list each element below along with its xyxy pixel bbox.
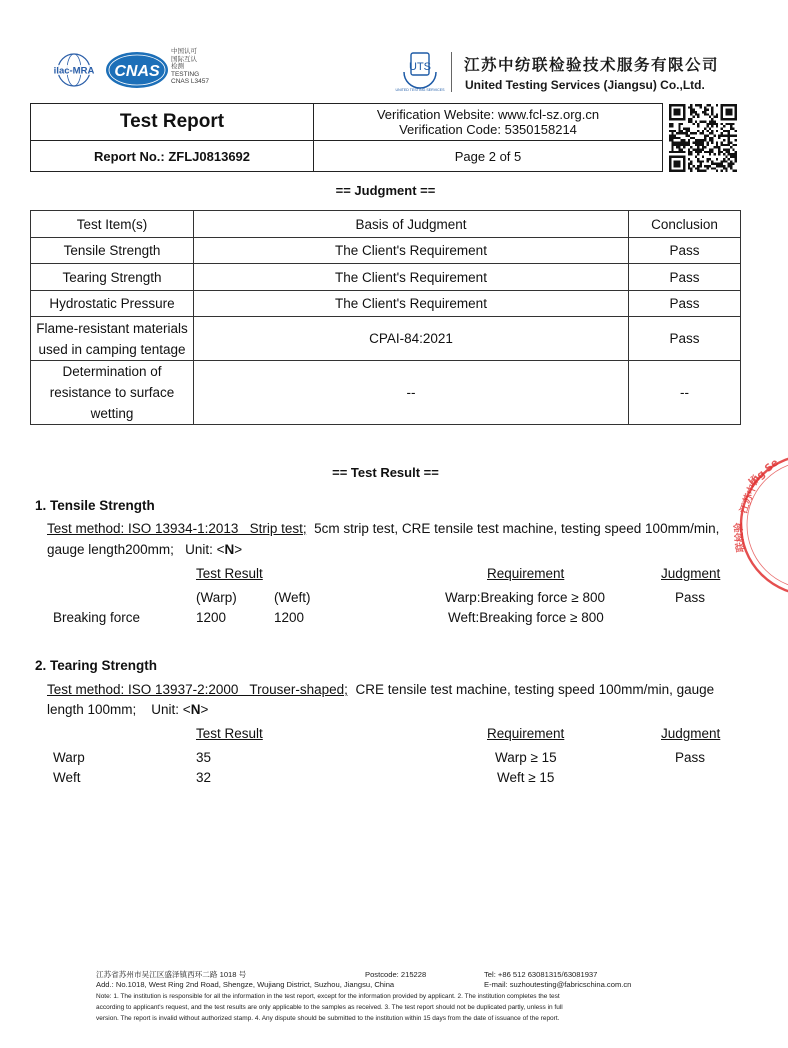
tearing-method-label: Test method: ISO 13937-2:2000 Trouser-shaped; (47, 682, 348, 697)
tensile-sub-weft: (Weft) (274, 590, 311, 605)
footer-tel: Tel: +86 512 63081315/63081937 (484, 970, 598, 979)
company-name-cn: 江苏中纺联检验技术服务有限公司 (464, 56, 720, 74)
tensile-col-judgment: Judgment (661, 566, 721, 581)
test-item: Flame-resistant materials used in camping tentage (31, 317, 194, 361)
test-item: Tensile Strength (31, 238, 194, 264)
tearing-req-weft: Weft ≥ 15 (497, 770, 555, 785)
tensile-col-requirement: Requirement (487, 566, 565, 581)
tensile-sub-warp: (Warp) (196, 590, 237, 605)
report-header-table (30, 103, 663, 172)
header-divider (451, 52, 452, 92)
tearing-weft-value: 32 (196, 770, 212, 785)
tensile-method-line2: gauge length200mm; Unit: <N> (47, 542, 243, 557)
tensile-method-label: Test method: ISO 13934-1:2013 Strip test; (47, 521, 307, 536)
test-item: Hydrostatic Pressure (31, 291, 194, 317)
conclusion: Pass (629, 264, 741, 291)
table-row (31, 361, 741, 425)
test-item: Determination of resistance to surface wetting (31, 361, 194, 425)
footer-address-cn: 江苏省苏州市吴江区盛泽镇西环二路 1018 号 (96, 970, 247, 979)
tearing-unit: N (190, 702, 201, 717)
footer-note-1: Note: 1. The institution is responsible for all the information in the test report, except for the information provided by applicant. 2. The institution completes the test (96, 993, 560, 1000)
tearing-method (47, 682, 714, 697)
cnas-logo (104, 50, 170, 90)
judgment-header-row (31, 211, 741, 238)
table-row (31, 291, 741, 317)
page-number: Page 2 of 5 (314, 141, 663, 172)
tensile-req-warp: Warp:Breaking force ≥ 800 (445, 590, 605, 605)
tensile-row-label: Breaking force (53, 610, 141, 625)
tearing-heading: 2. Tearing Strength (35, 658, 158, 673)
tearing-row-label-warp: Warp (53, 750, 85, 765)
tensile-unit: N (224, 542, 235, 557)
svg-text:江苏中纺: 江苏中纺 (738, 473, 763, 516)
tearing-warp-value: 35 (196, 750, 212, 765)
tearing-method-line2: length 100mm; Unit: <N> (47, 702, 209, 717)
cnas-side-text: 中国认可 国际互认 检测 TESTING CNAS L3457 (171, 48, 209, 86)
table-row (31, 238, 741, 264)
tensile-heading: 1. Tensile Strength (35, 498, 155, 513)
uts-ring-text: UNITED TESTING SERVICES (395, 88, 445, 92)
footer-email: E-mail: suzhoutesting@fabricschina.com.cn (484, 980, 632, 989)
report-title: Test Report (31, 104, 314, 141)
col-header-conclusion: Conclusion (629, 211, 741, 238)
test-item: Tearing Strength (31, 264, 194, 291)
tensile-method (47, 521, 719, 536)
tensile-warp-value: 1200 (196, 610, 227, 625)
report-number-cell: Report No.: ZFLJ0813692 (31, 141, 314, 172)
tearing-col-result: Test Result (196, 726, 263, 741)
official-stamp (733, 452, 788, 598)
test-result-section-title: == Test Result == (332, 465, 439, 480)
table-row (31, 264, 741, 291)
ilac-mra-logo (48, 52, 100, 88)
verification-code: Verification Code: 5350158214 (399, 122, 577, 137)
tensile-req-weft: Weft:Breaking force ≥ 800 (448, 610, 604, 625)
col-header-basis: Basis of Judgment (194, 211, 629, 238)
conclusion: Pass (629, 317, 741, 361)
qr-code (669, 104, 737, 172)
judgment-section-title: == Judgment == (335, 183, 436, 198)
tensile-weft-value: 1200 (274, 610, 305, 625)
verification-website: Verification Website: www.fcl-sz.org.cn (376, 107, 600, 122)
table-row (31, 317, 741, 361)
cnas-text: CNAS (114, 63, 160, 80)
tearing-judgment: Pass (675, 750, 706, 765)
uts-logo (395, 48, 445, 94)
basis: The Client's Requirement (194, 264, 629, 291)
tearing-row-label-weft: Weft (53, 770, 81, 785)
basis: The Client's Requirement (194, 291, 629, 317)
tearing-req-warp: Warp ≥ 15 (495, 750, 557, 765)
conclusion: -- (629, 361, 741, 425)
judgment-table (30, 210, 741, 425)
uts-letters: UTS (409, 61, 431, 73)
ilac-text: ilac-MRA (53, 65, 95, 77)
tearing-col-judgment: Judgment (661, 726, 721, 741)
basis: The Client's Requirement (194, 238, 629, 264)
company-name-en: United Testing Services (Jiangsu) Co.,Ltd. (465, 78, 705, 92)
tensile-col-result: Test Result (196, 566, 263, 581)
conclusion: Pass (629, 238, 741, 264)
tensile-judgment: Pass (675, 590, 706, 605)
tearing-col-requirement: Requirement (487, 726, 565, 741)
basis: -- (194, 361, 629, 425)
footer-note-3: version. The report is invalid without authorized stamp. 4. Any dispute should be submitted to the institution within 15 days from the date of issuance of the report. (96, 1015, 560, 1022)
footer-note-2: according to applicant's request, and the test results are only applicable to the samples as received. 3. The test report should not be duplicated partly, unless in full (96, 1004, 563, 1011)
basis: CPAI-84:2021 (194, 317, 629, 361)
conclusion: Pass (629, 291, 741, 317)
tensile-method-detail: 5cm strip test, CRE tensile test machine, testing speed 100mm/min, (306, 521, 720, 536)
svg-text:联检验: 联检验 (733, 521, 747, 553)
tearing-method-detail: CRE tensile test machine, testing speed 100mm/min, gauge (347, 682, 715, 697)
svg-text:ing Se: ing Se (746, 457, 781, 489)
verification-cell (314, 104, 663, 141)
footer-postcode: Postcode: 215228 (365, 970, 427, 979)
col-header-test-item: Test Item(s) (31, 211, 194, 238)
footer-address-en: Add.: No.1018, West Ring 2nd Road, Shengze, Wujiang District, Suzhou, Jiangsu, China (96, 980, 395, 989)
report-number: ZFLJ0813692 (168, 148, 251, 164)
